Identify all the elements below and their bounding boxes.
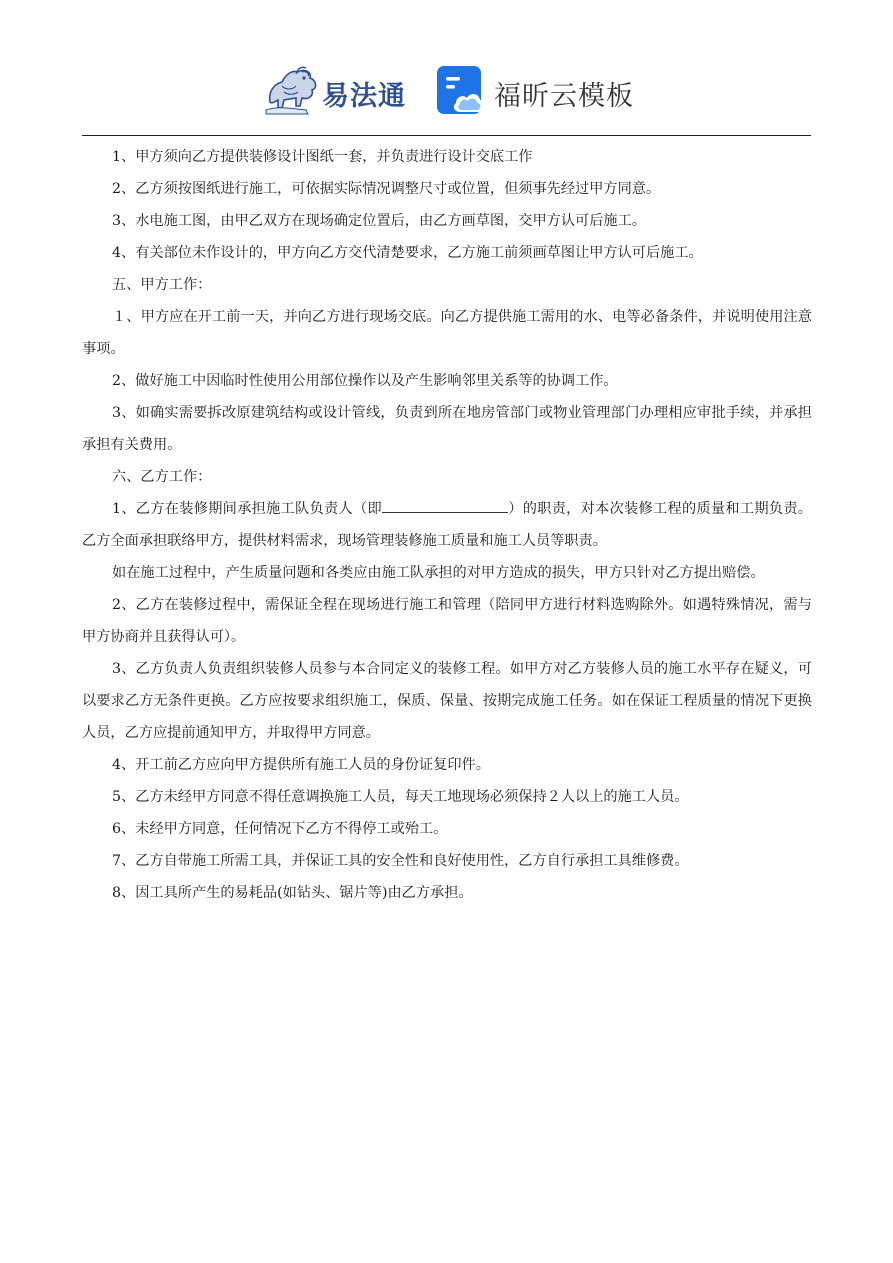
clause-2: 2、乙方须按图纸进行施工，可依据实际情况调整尺寸或位置，但须事先经过甲方同意。 bbox=[112, 181, 661, 197]
clause-5-2: 2、做好施工中因临时性使用公用部位操作以及产生影响邻里关系等的协调工作。 bbox=[112, 373, 618, 389]
clause-6-6: 6、未经甲方同意，任何情况下乙方不得停工或殆工。 bbox=[112, 821, 448, 837]
clause-6-1-start: 1、乙方在装修期间承担施工队负责人（即 bbox=[112, 501, 382, 517]
clause-6-1-note: 如在施工过程中，产生质量问题和各类应由施工队承担的对甲方造成的损失，甲方只针对乙方提出赔偿。 bbox=[112, 565, 765, 581]
clause-6-1-end: ）的职责，对本次装修工程的质量和工期负责。乙方全面承担联络甲方，提供材料需求，现场管理装修施工质量和施工人员等职责。 bbox=[82, 501, 812, 549]
section-heading-5: 五、甲方工作： bbox=[112, 277, 212, 293]
clause-6-8: 8、因工具所产生的易耗品(如钻头、锯片等)由乙方承担。 bbox=[112, 885, 473, 901]
clause-5-1: １、甲方应在开工前一天，并向乙方进行现场交底。向乙方提供施工需用的水、电等必备条件，并说明使用注意事项。 bbox=[82, 309, 812, 357]
fuxin-logo bbox=[436, 64, 646, 118]
clause-6-5: 5、乙方未经甲方同意不得任意调换施工人员，每天工地现场必须保持２人以上的施工人员。 bbox=[112, 789, 689, 805]
clause-4: 4、有关部位未作设计的，甲方向乙方交代清楚要求，乙方施工前须画草图让甲方认可后施工。 bbox=[112, 245, 703, 261]
header-divider bbox=[82, 135, 811, 136]
clause-6-3: 3、乙方负责人负责组织装修人员参与本合同定义的装修工程。如甲方对乙方装修人员的施工水平存在疑义，可以要求乙方无条件更换。乙方应按要求组织施工，保质、保量、按期完成施工任务。如在保证工程质量的情况下更换人员，乙方应提前通知甲方，并取得甲方同意。 bbox=[82, 661, 812, 741]
clause-6-7: 7、乙方自带施工所需工具，并保证工具的安全性和良好使用性，乙方自行承担工具维修费。 bbox=[112, 853, 689, 869]
qilin-emblem-icon bbox=[262, 62, 322, 118]
yifatong-logo-text: 易法通 bbox=[322, 81, 406, 112]
yifatong-logo bbox=[262, 62, 422, 118]
section-heading-6: 六、乙方工作： bbox=[112, 469, 212, 485]
clause-5-3: 3、如确实需要拆改原建筑结构或设计管线，负责到所在地房管部门或物业管理部门办理相应审批手续，并承担承担有关费用。 bbox=[82, 405, 812, 453]
fuxin-logo-text: 福昕云模板 bbox=[494, 81, 634, 112]
document-cloud-icon bbox=[436, 64, 488, 118]
clause-6-4: 4、开工前乙方应向甲方提供所有施工人员的身份证复印件。 bbox=[112, 757, 490, 773]
page-header bbox=[0, 58, 893, 124]
clause-3: 3、水电施工图，由甲乙双方在现场确定位置后，由乙方画草图，交甲方认可后施工。 bbox=[112, 213, 646, 229]
clause-6-1 bbox=[82, 493, 812, 557]
responsible-person-blank bbox=[382, 498, 508, 513]
contract-body bbox=[82, 141, 812, 909]
clause-6-2: 2、乙方在装修过程中，需保证全程在现场进行施工和管理（陪同甲方进行材料选购除外。如遇特殊情况，需与甲方协商并且获得认可）。 bbox=[82, 597, 812, 645]
clause-1: 1、甲方须向乙方提供装修设计图纸一套，并负责进行设计交底工作 bbox=[112, 149, 533, 165]
